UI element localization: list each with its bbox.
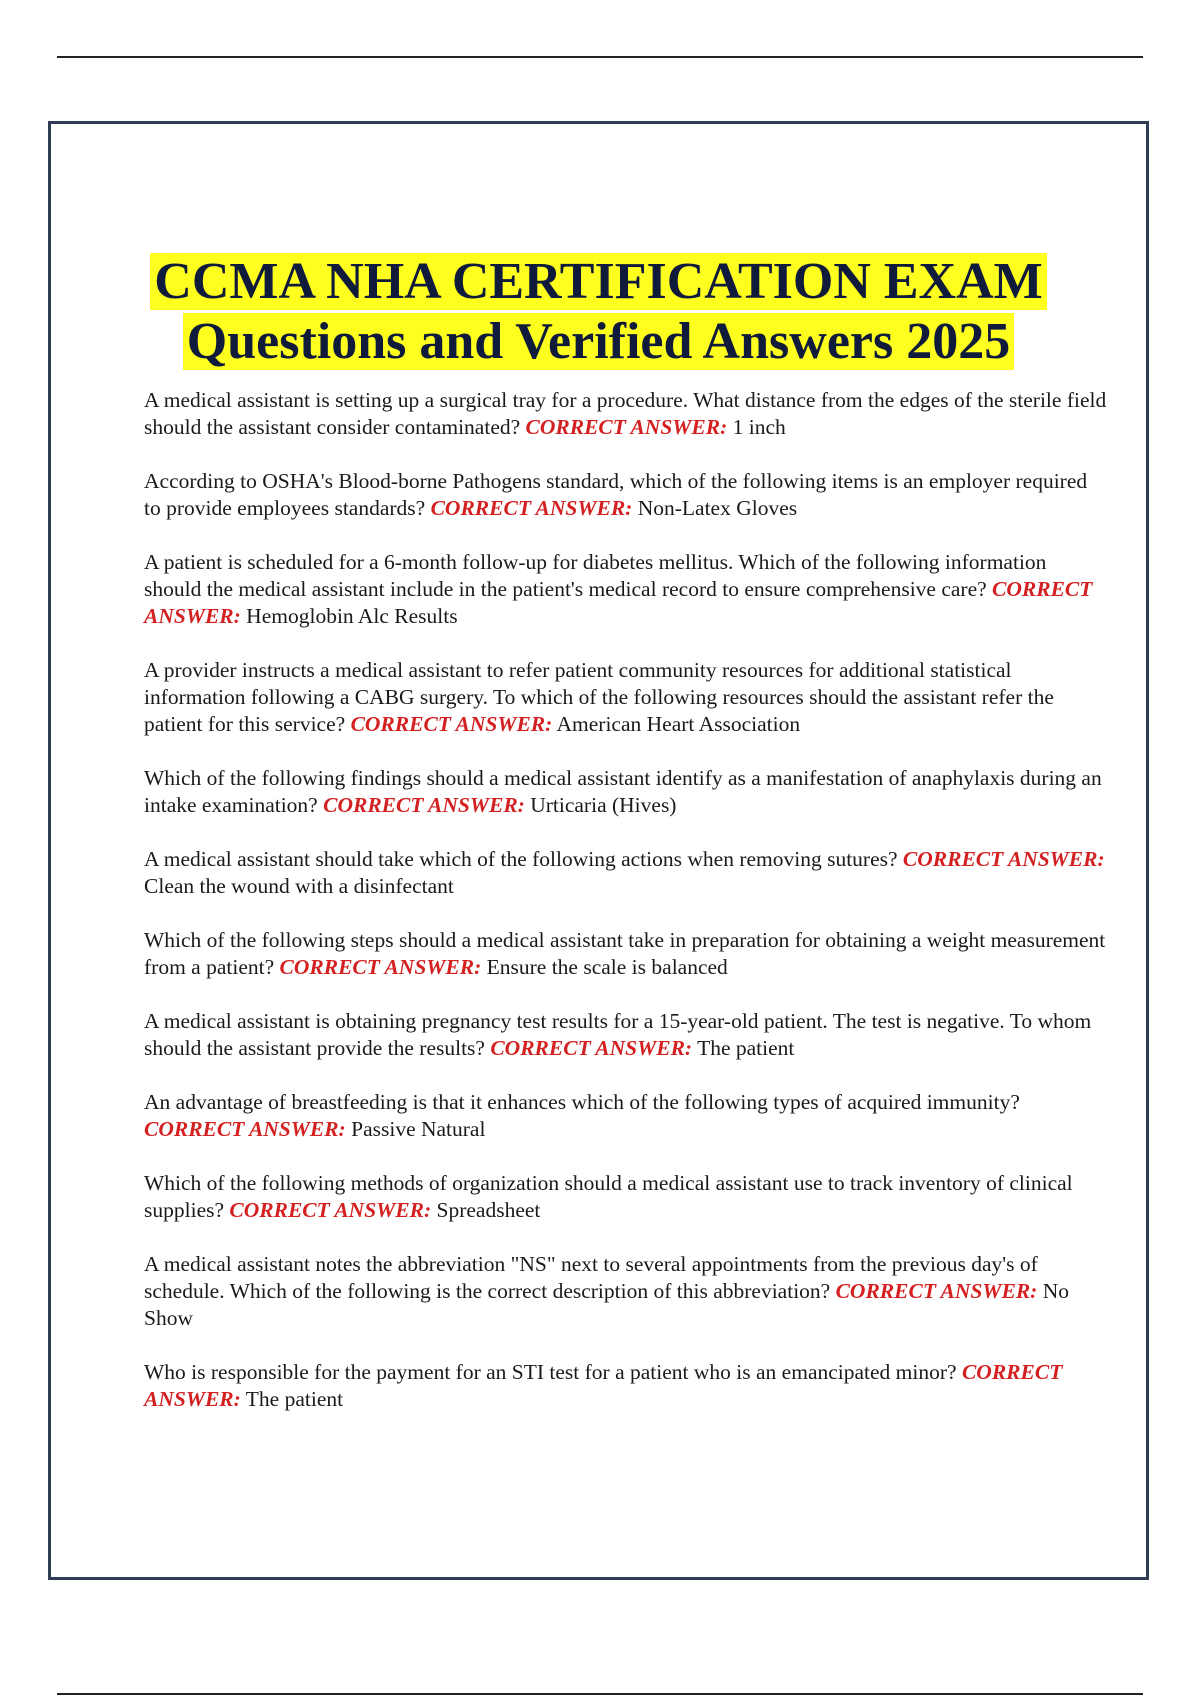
bottom-divider: [57, 1693, 1143, 1695]
qa-item: [144, 657, 1109, 738]
question-text: A provider instructs a medical assistant to refer patient community resources for additional statistical information following a CABG surgery. To which of the following resources should the assistant refer the patient for this service?: [144, 658, 1054, 736]
question-list: [144, 387, 1109, 1440]
qa-item: [144, 1251, 1109, 1332]
page-title: [51, 252, 1146, 372]
question-text: Which of the following methods of organization should a medical assistant use to track inventory of clinical supplies?: [144, 1171, 1073, 1222]
answer-text: Spreadsheet: [436, 1198, 541, 1222]
question-text: According to OSHA's Blood-borne Pathogens standard, which of the following items is an employer required to provide employees standards?: [144, 469, 1088, 520]
answer-text: Clean the wound with a disinfectant: [144, 874, 454, 898]
question-text: Which of the following findings should a medical assistant identify as a manifestation of anaphylaxis during an intake examination?: [144, 766, 1102, 817]
qa-item: [144, 387, 1109, 441]
answer-text: No Show: [144, 1279, 1069, 1330]
answer-text: Urticaria (Hives): [530, 793, 677, 817]
qa-item: [144, 846, 1109, 900]
correct-answer-label: CORRECT ANSWER:: [350, 712, 553, 736]
correct-answer-label: CORRECT ANSWER:: [525, 415, 728, 439]
answer-text: Hemoglobin Alc Results: [246, 604, 458, 628]
question-text: A patient is scheduled for a 6-month follow-up for diabetes mellitus. Which of the following information should the medical assistant include in the patient's medical record to ensure comprehensive care?: [144, 550, 1047, 601]
title-line-2: Questions and Verified Answers 2025: [183, 313, 1014, 370]
qa-item: [144, 927, 1109, 981]
qa-item: [144, 1359, 1109, 1413]
question-text: A medical assistant is setting up a surgical tray for a procedure. What distance from the edges of the sterile field should the assistant consider contaminated?: [144, 388, 1107, 439]
qa-item: [144, 1089, 1109, 1143]
correct-answer-label: CORRECT ANSWER:: [430, 496, 633, 520]
correct-answer-label: CORRECT ANSWER:: [279, 955, 482, 979]
answer-text: The patient: [245, 1387, 344, 1411]
correct-answer-label: CORRECT ANSWER:: [144, 1117, 346, 1141]
question-text: An advantage of breastfeeding is that it enhances which of the following types of acquired immunity?: [144, 1090, 1020, 1114]
answer-text: Non-Latex Gloves: [637, 496, 798, 520]
question-text: A medical assistant should take which of the following actions when removing sutures?: [144, 847, 898, 871]
question-text: A medical assistant is obtaining pregnancy test results for a 15-year-old patient. The test is negative. To whom should the assistant provide the results?: [144, 1009, 1092, 1060]
question-text: Who is responsible for the payment for an STI test for a patient who is an emancipated minor?: [144, 1360, 957, 1384]
qa-item: [144, 765, 1109, 819]
content-frame: [48, 121, 1149, 1580]
qa-item: [144, 1170, 1109, 1224]
answer-text: American Heart Association: [556, 712, 801, 736]
top-divider: [57, 56, 1143, 58]
qa-item: [144, 1008, 1109, 1062]
question-text: Which of the following steps should a medical assistant take in preparation for obtaining a weight measurement from a patient?: [144, 928, 1106, 979]
correct-answer-label: CORRECT ANSWER:: [144, 577, 1093, 628]
qa-item: [144, 468, 1109, 522]
correct-answer-label: CORRECT ANSWER:: [490, 1036, 693, 1060]
question-text: A medical assistant notes the abbreviation "NS" next to several appointments from the previous day's of schedule. Which of the following is the correct description of this abbreviation?: [144, 1252, 1038, 1303]
qa-item: [144, 549, 1109, 630]
answer-text: Passive Natural: [351, 1117, 486, 1141]
answer-text: 1 inch: [732, 415, 786, 439]
answer-text: Ensure the scale is balanced: [486, 955, 728, 979]
answer-text: The patient: [697, 1036, 795, 1060]
correct-answer-label: CORRECT ANSWER:: [835, 1279, 1038, 1303]
correct-answer-label: CORRECT ANSWER:: [144, 1360, 1063, 1411]
title-line-1: CCMA NHA CERTIFICATION EXAM: [150, 253, 1046, 310]
correct-answer-label: CORRECT ANSWER:: [902, 847, 1105, 871]
correct-answer-label: CORRECT ANSWER:: [229, 1198, 432, 1222]
correct-answer-label: CORRECT ANSWER:: [323, 793, 525, 817]
